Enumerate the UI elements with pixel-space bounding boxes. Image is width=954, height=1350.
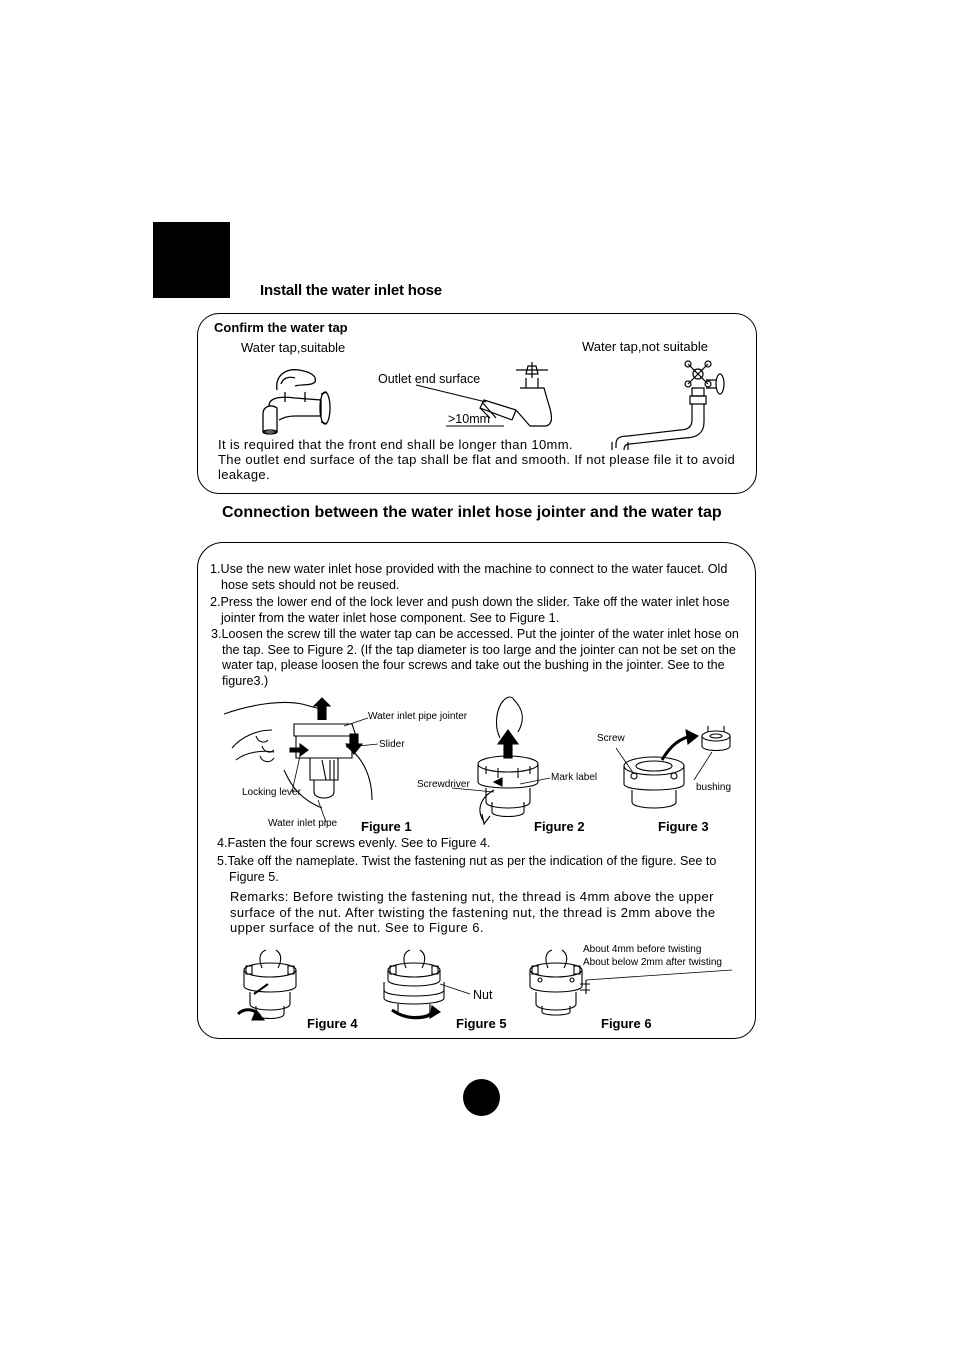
section-title: Install the water inlet hose	[260, 282, 442, 299]
figure-4-illustration	[228, 950, 308, 1025]
step-5: 5.Take off the nameplate. Twist the fastening nut as per the indication of the figure. See to Figure 5.	[217, 854, 717, 884]
label-after-twisting: About below 2mm after twisting	[583, 957, 722, 968]
figure-5-caption: Figure 5	[456, 1016, 507, 1031]
label-locking-lever: Locking lever	[242, 787, 301, 798]
tap-heading: Confirm the water tap	[214, 320, 348, 335]
label-water-inlet-pipe: Water inlet pipe	[268, 818, 338, 829]
figure-1-caption: Figure 1	[361, 819, 412, 834]
distance-label: >10mm	[448, 412, 491, 426]
step-2: 2.Press the lower end of the lock lever and push down the slider. Take off the water inlet hose jointer from the water inlet hose component. See to Figure 1.	[210, 595, 730, 625]
step-3: 3.Loosen the screw till the water tap can be accessed. Put the jointer of the water inlet hose on the tap. See to Figure 2. (If the tap diameter is too large and the jointer can not be set on the water tap, please loosen the four screws and take out the bushing in the jointer. See to the figure3.)	[211, 627, 739, 688]
figure-1-illustration	[222, 696, 382, 831]
figure-6-caption: Figure 6	[601, 1016, 652, 1031]
outlet-end-label: Outlet end surface	[378, 372, 481, 386]
tap-note-line2: The outlet end surface of the tap shall be flat and smooth. If not please file it to avoid leakage.	[218, 452, 736, 482]
label-screwdriver: Screwdriver	[417, 779, 470, 790]
figure-5-illustration	[378, 950, 488, 1025]
tap-suitable-label: Water tap,suitable	[241, 340, 346, 355]
remarks: Remarks: Before twisting the fastening nut, the thread is 4mm above the upper surface of the nut. After twisting the fastening nut, the thread is 2mm above the upper surface of the nut. See to Figure 6.	[230, 889, 716, 935]
label-screw: Screw	[597, 733, 625, 744]
connection-title: Connection between the water inlet hose jointer and the water tap	[222, 504, 722, 521]
outlet-end-illustration	[476, 358, 566, 433]
figure-3-illustration	[612, 724, 742, 819]
step-1: 1.Use the new water inlet hose provided with the machine to connect to the water faucet. Old hose sets should not be reused.	[210, 562, 728, 592]
suitable-tap-illustration	[255, 362, 335, 437]
label-mark-label: Mark label	[551, 772, 598, 783]
tap-not-suitable-label: Water tap,not suitable	[582, 339, 708, 354]
label-before-twisting: About 4mm before twisting	[583, 944, 702, 955]
label-slider: Slider	[379, 739, 405, 750]
page-number-dot	[463, 1079, 500, 1116]
label-nut: Nut	[473, 988, 493, 1002]
tap-note-line1: It is required that the front end shall be longer than 10mm.	[218, 437, 573, 452]
step-4: 4.Fasten the four screws evenly. See to Figure 4.	[217, 836, 491, 850]
label-bushing: bushing	[696, 782, 732, 793]
section-tab-marker	[153, 222, 230, 298]
label-water-inlet-pipe-jointer: Water inlet pipe jointer	[368, 711, 468, 722]
figure-2-illustration	[464, 698, 554, 828]
figure-3-caption: Figure 3	[658, 819, 709, 834]
figure-4-caption: Figure 4	[307, 1016, 358, 1031]
figure-2-caption: Figure 2	[534, 819, 585, 834]
